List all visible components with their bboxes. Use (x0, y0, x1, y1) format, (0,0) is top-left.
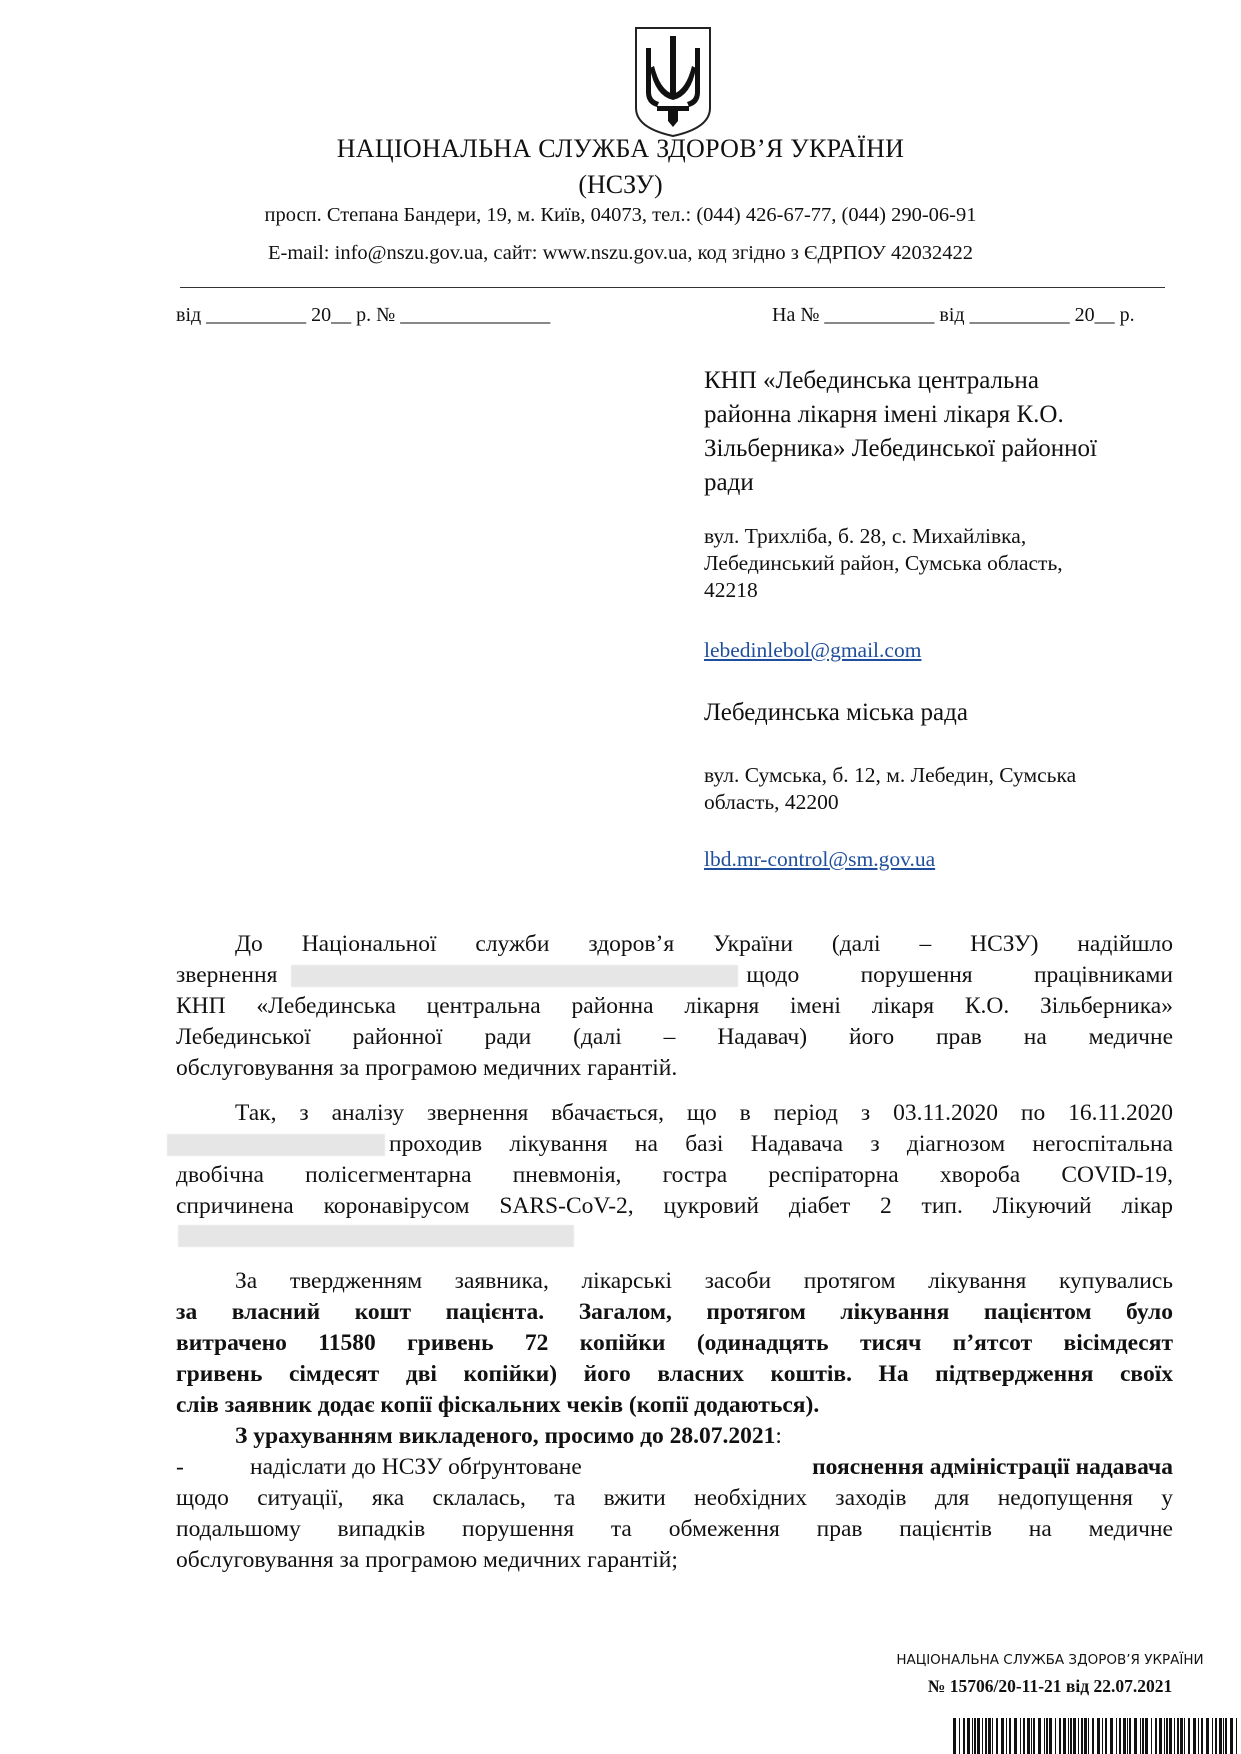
organization-name: НАЦІОНАЛЬНА СЛУЖБА ЗДОРОВ’Я УКРАЇНИ (336, 134, 905, 163)
header-divider (180, 287, 1165, 288)
request-heading (176, 1421, 1173, 1452)
redacted-name (178, 1225, 574, 1247)
recipient-1-address-line: Лебединський район, Сумська область, (704, 551, 1063, 575)
body-line: обслуговування за програмою медичних гарантій; (176, 1547, 678, 1573)
recipient-1-name-line: КНП «Лебединська центральна (704, 367, 1039, 394)
body-line: Лебединської районної ради (далі – Надавач) його прав на медичне (176, 1024, 1173, 1050)
registration-stamp-organization: НАЦІОНАЛЬНА СЛУЖБА ЗДОРОВ’Я УКРАЇНИ (896, 1652, 1204, 1668)
body-line: За твердженням заявника, лікарські засоби протягом лікування купувались (235, 1268, 1173, 1294)
body-line: До Національної служби здоров’я України (далі – НСЗУ) надійшло (235, 931, 1173, 957)
body-text: звернення (176, 962, 278, 988)
bullet-dash: - (176, 1454, 184, 1480)
body-line: двобічна полісегментарна пневмонія, гостра респіраторна хвороба COVID-19, (176, 1162, 1173, 1188)
redacted-name (167, 1134, 385, 1156)
bullet-text-bold: пояснення адміністрації надавача (812, 1454, 1173, 1480)
coat-of-arms-emblem (632, 26, 714, 138)
request-heading-colon: : (775, 1423, 782, 1449)
organization-address: просп. Степана Бандери, 19, м. Київ, 04073, тел.: (044) 426-67-77, (044) 290-06-91 (264, 204, 977, 226)
redacted-name (291, 965, 738, 987)
organization-abbreviation: (НСЗУ) (578, 170, 663, 199)
recipient-1-address-line: вул. Трихліба, б. 28, с. Михайлівка, (704, 524, 1027, 548)
body-line-bold: витрачено 11580 гривень 72 копійки (одинадцять тисяч п’ятсот вісімдесят (176, 1330, 1173, 1356)
recipient-2-address (704, 762, 1174, 816)
recipient-1-name-line: ради (704, 469, 754, 496)
recipient-2-name: Лебединська міська рада (704, 699, 968, 726)
recipient-1-name-line: районна лікарня імені лікаря К.О. (704, 401, 1064, 428)
recipient-2-address-line: вул. Сумська, б. 12, м. Лебедин, Сумська (704, 763, 1077, 787)
recipient-2-address-line: область, 42200 (704, 790, 839, 814)
bullet-line-1 (250, 1452, 1173, 1483)
body-text: проходив лікування на базі Надавача з діагнозом негоспітальна (389, 1131, 1173, 1157)
body-line: щодо ситуації, яка склалась, та вжити необхідних заходів для недопущення у (176, 1485, 1173, 1511)
recipient-1-address (704, 523, 1174, 604)
recipient-1-name (704, 364, 1174, 500)
outgoing-registration-fields: від __________ 20__ р. № _______________ (176, 304, 551, 326)
body-line: спричинена коронавірусом SARS-CoV-2, цукровий діабет 2 тип. Лікуючий лікар (176, 1193, 1173, 1219)
body-line-bold: гривень сімдесят дві копійки) його власних коштів. На підтвердження своїх (176, 1361, 1173, 1387)
recipient-1-email-link[interactable]: lebedinlebol@gmail.com (704, 638, 922, 662)
body-line: Так, з аналізу звернення вбачається, що в період з 03.11.2020 по 16.11.2020 (235, 1100, 1173, 1126)
body-line: КНП «Лебединська центральна районна лікарня імені лікаря К.О. Зільберника» (176, 993, 1173, 1019)
body-line-bold: за власний кошт пацієнта. Загалом, протягом лікування пацієнтом було (176, 1299, 1173, 1325)
body-line-with-redaction (176, 1129, 1173, 1160)
body-line: обслуговування за програмою медичних гарантій. (176, 1055, 678, 1081)
recipient-2-email-link[interactable]: lbd.mr-control@sm.gov.ua (704, 847, 936, 871)
incoming-reference-fields: На № ___________ від __________ 20__ р. (772, 304, 1135, 326)
request-heading-text: З урахуванням викладеного, просимо до 28.07.2021 (235, 1423, 776, 1449)
body-line-redacted (176, 1222, 1173, 1253)
bullet-text: надіслати до НСЗУ обґрунтоване (250, 1454, 582, 1480)
recipient-1-name-line: Зільберника» Лебединської районної (704, 435, 1097, 462)
organization-contacts: E-mail: info@nszu.gov.ua, сайт: www.nszu.gov.ua, код згідно з ЄДРПОУ 42032422 (268, 242, 973, 264)
body-text: щодо порушення працівниками (746, 962, 1173, 988)
registration-stamp-number: № 15706/20-11-21 від 22.07.2021 (927, 1676, 1173, 1696)
body-line-with-redaction (176, 960, 1173, 991)
body-line: подальшому випадків порушення та обмеження прав пацієнтів на медичне (176, 1516, 1173, 1542)
bullet-item-line (176, 1452, 1173, 1483)
recipient-1-address-line: 42218 (704, 578, 758, 602)
barcode-icon (953, 1718, 1238, 1754)
body-line-bold: слів заявник додає копії фіскальних чеків (копії додаються). (176, 1392, 820, 1418)
